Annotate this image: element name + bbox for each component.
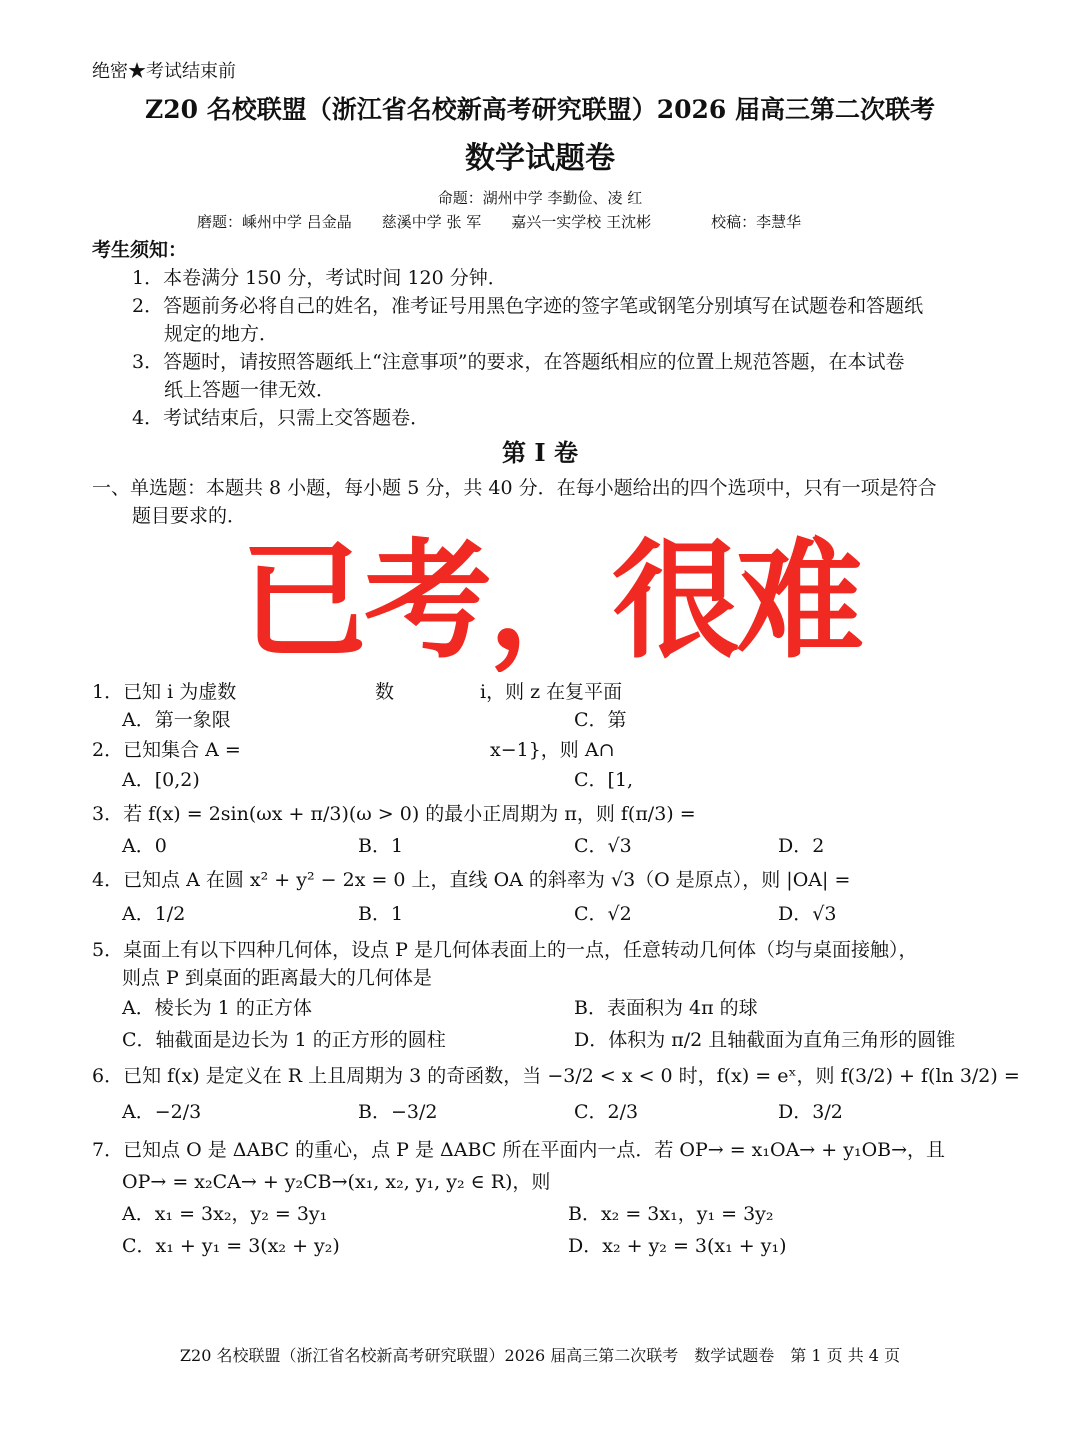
q7-option-a: A．x₁ = 3x₂，y₂ = 3y₁ [122, 1203, 328, 1225]
secret-label: 绝密★考试结束前 [92, 61, 236, 82]
q6-option-d: D．3/2 [778, 1101, 843, 1123]
q2-stem: x−1}，则 A∩ [490, 739, 615, 761]
q7-stem: 7．已知点 O 是 ΔABC 的重心，点 P 是 ΔABC 所在平面内一点．若 OP→ = x₁OA→ + y₁OB→，且 [92, 1139, 946, 1161]
q1-stem: 数 [375, 681, 395, 703]
notice-item: 2．答题前务必将自己的姓名，准考证号用黑色字迹的签字笔或钢笔分别填写在试题卷和答题纸 [132, 295, 924, 317]
q6-option-b: B．−3/2 [358, 1101, 438, 1123]
reviewers: 磨题：嵊州中学 吕金晶 慈溪中学 张 军 嘉兴一实学校 王沈彬 校稿：李慧华 [197, 213, 802, 231]
q5-option-d: D．体积为 π/2 且轴截面为直角三角形的圆锥 [574, 1029, 956, 1051]
q5-stem: 5．桌面上有以下四种几何体，设点 P 是几何体表面上的一点，任意转动几何体（均与桌面接触）， [92, 939, 918, 961]
q7-option-c: C．x₁ + y₁ = 3(x₂ + y₂) [122, 1235, 340, 1257]
notice-item: 3．答题时，请按照答题纸上“注意事项”的要求，在答题纸相应的位置上规范答题，在本试卷 [132, 351, 905, 373]
exam-title: Z20 名校联盟（浙江省名校新高考研究联盟）2026 届高三第二次联考 [144, 95, 936, 124]
q7-stem: OP→ = x₂CA→ + y₂CB→(x₁, x₂, y₁, y₂ ∈ R)，则 [122, 1171, 551, 1193]
q2-option-a: A．[0,2) [122, 769, 200, 791]
q4-option-b: B．1 [358, 903, 404, 925]
notice-item: 1．本卷满分 150 分，考试时间 120 分钟． [132, 267, 507, 289]
notice-item: 纸上答题一律无效． [164, 379, 336, 401]
q5-option-a: A．棱长为 1 的正方体 [122, 997, 312, 1019]
page-footer: Z20 名校联盟（浙江省名校新高考研究联盟）2026 届高三第二次联考 数学试题卷 第 1 页 共 4 页 [179, 1346, 901, 1365]
q6-option-a: A．−2/3 [122, 1101, 202, 1123]
notice-item: 4．考试结束后，只需上交答题卷． [132, 407, 430, 429]
q4-option-a: A．1/2 [122, 903, 186, 925]
q2-option-c: C．[1, [574, 769, 634, 791]
q3-option-c: C．√3 [574, 835, 632, 857]
q7-option-b: B．x₂ = 3x₁，y₁ = 3y₂ [568, 1203, 774, 1225]
notice-heading: 考生须知： [92, 239, 188, 261]
overlay-stamp: 已考，很难 [240, 532, 861, 672]
q5-option-c: C．轴截面是边长为 1 的正方形的圆柱 [122, 1029, 446, 1051]
authors: 命题：湖州中学 李勤俭、凌 红 [437, 189, 643, 207]
q3-option-d: D．2 [778, 835, 825, 857]
q1-stem: i，则 z 在复平面 [480, 681, 623, 703]
q3-option-a: A．0 [122, 835, 167, 857]
q1-option-a: A．第一象限 [122, 709, 231, 731]
q7-option-d: D．x₂ + y₂ = 3(x₁ + y₁) [568, 1235, 787, 1257]
q4-option-c: C．√2 [574, 903, 632, 925]
q3-option-b: B．1 [358, 835, 404, 857]
section-intro: 一、单选题：本题共 8 小题，每小题 5 分，共 40 分．在每小题给出的四个选项中，只有一项是符合 [92, 477, 937, 499]
section-intro: 题目要求的． [132, 505, 247, 527]
q1-option-c: C．第 [574, 709, 627, 731]
q4-stem: 4．已知点 A 在圆 x² + y² − 2x = 0 上，直线 OA 的斜率为 √3（O 是原点），则 |OA| = [92, 869, 851, 891]
q3-stem: 3．若 f(x) = 2sin(ωx + π/3)(ω > 0) 的最小正周期为 π，则 f(π/3) = [92, 803, 696, 825]
q6-stem: 6．已知 f(x) 是定义在 R 上且周期为 3 的奇函数，当 −3/2 < x < 0 时，f(x) = eˣ，则 f(3/2) + f(ln 3/2) = [92, 1065, 1020, 1087]
paper-subtitle: 数学试题卷 [465, 141, 615, 176]
notice-item: 规定的地方． [164, 323, 279, 345]
q6-option-c: C．2/3 [574, 1101, 639, 1123]
q5-option-b: B．表面积为 4π 的球 [574, 997, 758, 1019]
q1-stem: 1．已知 i 为虚数 [92, 681, 237, 703]
q4-option-d: D．√3 [778, 903, 837, 925]
section-title: 第 I 卷 [502, 438, 578, 467]
q5-stem: 则点 P 到桌面的距离最大的几何体是 [122, 967, 432, 989]
q2-stem: 2．已知集合 A = [92, 739, 241, 761]
